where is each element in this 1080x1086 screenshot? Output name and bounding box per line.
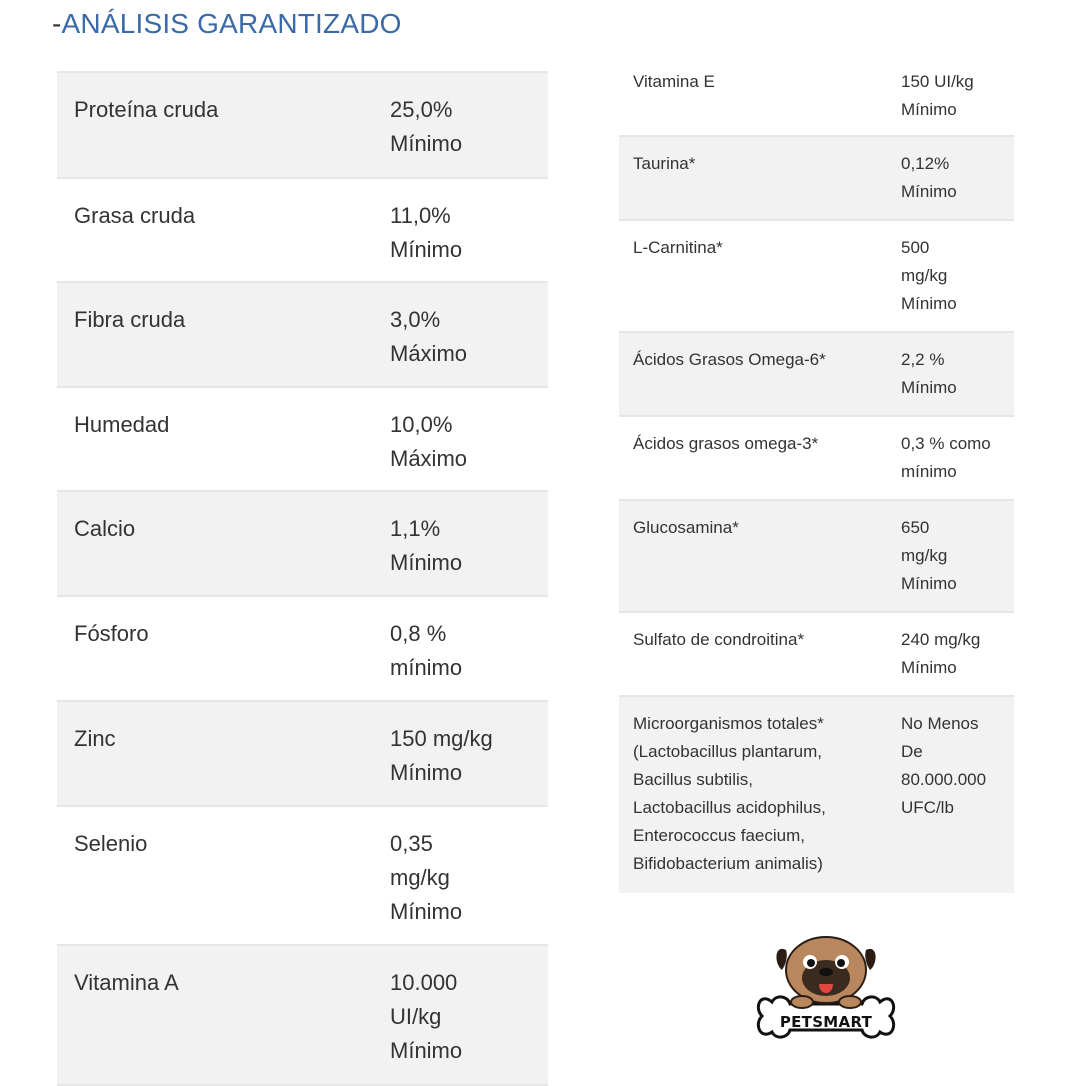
nutrient-value: 10,0% Máximo — [390, 412, 468, 471]
nutrient-value: 11,0% Mínimo — [390, 203, 463, 262]
nutrient-name: Fósforo — [74, 621, 149, 646]
nutrient-name: Taurina* — [633, 154, 696, 173]
nutrient-name: Selenio — [74, 831, 148, 856]
nutrient-name: Fibra cruda — [74, 307, 186, 332]
table-row — [619, 417, 1014, 501]
petsmart-logo — [752, 930, 900, 1056]
nutrient-value: 500 mg/kg Mínimo — [901, 238, 957, 313]
nutrient-name: Humedad — [74, 412, 170, 437]
nutrient-value: 25,0% Mínimo — [390, 97, 463, 156]
table-row — [57, 73, 548, 179]
nutrient-value: 150 UI/kg Mínimo — [901, 72, 974, 119]
nutrient-value: 1,1% Mínimo — [390, 516, 463, 575]
nutrient-name: Sulfato de condroitina* — [633, 630, 805, 649]
nutrient-name: L-Carnitina* — [633, 238, 723, 257]
nutrient-name: Vitamina A — [74, 970, 179, 995]
nutrient-value: 0,3 % como mínimo — [901, 434, 991, 481]
logo-text: PETSMART — [779, 1013, 873, 1031]
nutrient-value: 0,12% Mínimo — [901, 154, 957, 201]
nutrient-name: Ácidos grasos omega-3* — [633, 434, 819, 453]
nutrient-value: 2,2 % Mínimo — [901, 350, 957, 397]
nutrient-value: No Menos De 80.000.000 UFC/lb — [901, 714, 987, 817]
nutrient-name: Glucosamina* — [633, 518, 739, 537]
nutrient-name: Microorganismos totales* (Lactobacillus plantarum, Bacillus subtilis, Lactobacillus acidophilus, Enterococcus faecium, Bifidobacterium animalis) — [633, 714, 826, 873]
nutrient-name: Calcio — [74, 516, 136, 541]
table-row — [619, 613, 1014, 697]
table-row — [57, 597, 548, 702]
table-row — [619, 697, 1014, 893]
table-row — [619, 55, 1014, 137]
title-dash: - — [52, 8, 62, 39]
table-row — [619, 221, 1014, 333]
table-row — [57, 179, 548, 283]
analysis-table-right — [619, 55, 1014, 893]
nutrient-value: 0,35 mg/kg Mínimo — [390, 831, 463, 924]
nutrient-value: 240 mg/kg Mínimo — [901, 630, 981, 677]
nutrient-name: Grasa cruda — [74, 203, 196, 228]
nutrient-name: Vitamina E — [633, 72, 715, 91]
nutrient-name: Proteína cruda — [74, 97, 219, 122]
nutrient-value: 0,8 % mínimo — [390, 621, 463, 680]
nutrient-name: Ácidos Grasos Omega-6* — [633, 350, 826, 369]
analysis-table-left — [57, 71, 548, 1086]
nutrient-value: 150 mg/kg Mínimo — [390, 726, 493, 785]
nutrient-value: 3,0% Máximo — [390, 307, 468, 366]
table-row — [619, 137, 1014, 221]
nutrient-name: Zinc — [74, 726, 116, 751]
page-title — [52, 6, 402, 42]
pug-bone-icon — [752, 930, 900, 1056]
table-row — [57, 946, 548, 1086]
title-text: ANÁLISIS GARANTIZADO — [61, 8, 402, 39]
table-row — [57, 388, 548, 492]
nutrient-value: 10.000 UI/kg Mínimo — [390, 970, 463, 1063]
table-row — [619, 501, 1014, 613]
table-row — [57, 283, 548, 388]
table-row — [57, 702, 548, 807]
table-row — [57, 492, 548, 597]
table-row — [619, 333, 1014, 417]
table-row — [57, 807, 548, 946]
nutrient-value: 650 mg/kg Mínimo — [901, 518, 957, 593]
